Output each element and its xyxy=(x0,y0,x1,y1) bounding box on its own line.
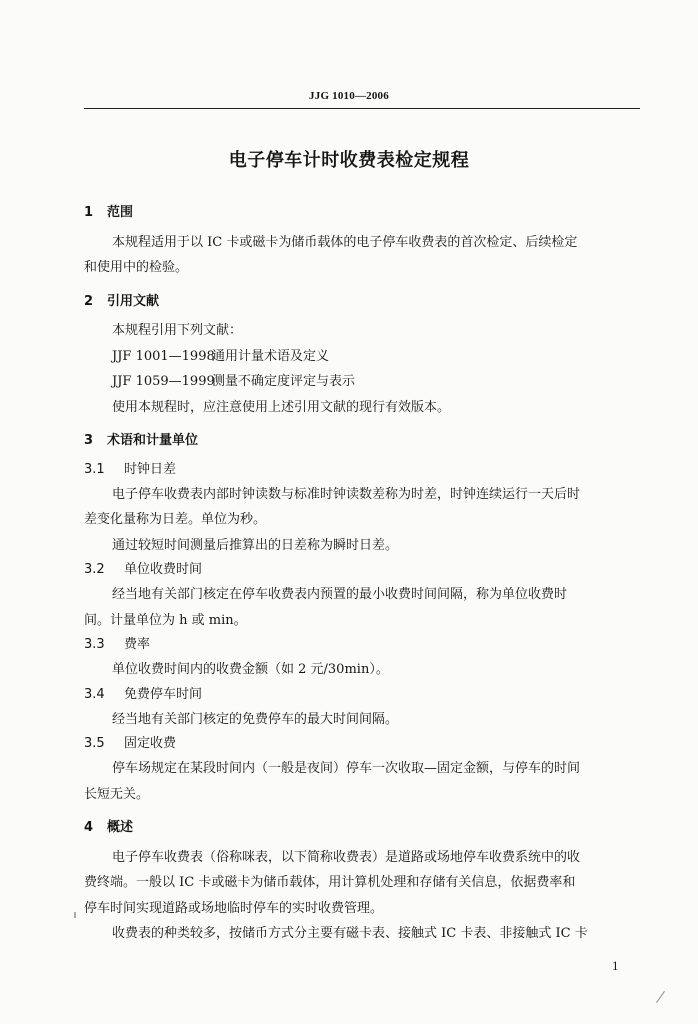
subsection-title: 单位收费时间 xyxy=(124,562,203,577)
section-heading-2 xyxy=(84,289,640,315)
paragraph-line: 间。计量单位为 h 或 min。 xyxy=(84,612,247,628)
subsection-title: 时钟日差 xyxy=(124,461,177,477)
reference-code: JJF 1001—1998 xyxy=(112,348,215,364)
scan-artifact xyxy=(656,991,665,1003)
subsection-heading-3-1 xyxy=(84,458,640,482)
section-number: 2 xyxy=(84,293,94,309)
section-title: 引用文献 xyxy=(107,293,160,309)
paragraph-line: 单位收费时间内的收费金额（如 2 元/30min）。 xyxy=(112,662,389,677)
paragraph-line: 电子停车收费表内部时钟读数与标准时钟读数差称为时差，时钟连续运行一天后时 xyxy=(112,486,581,502)
page-number: 1 xyxy=(612,958,619,973)
subsection-title: 固定收费 xyxy=(124,736,177,751)
paragraph-line: 费终端。一般以 IC 卡或磁卡为储币载体，用计算机处理和存储有关信息，依据费率和 xyxy=(84,875,576,890)
section-title: 概述 xyxy=(107,820,134,835)
subsection-number: 3.5 xyxy=(84,736,105,751)
paragraph-line: 长短无关。 xyxy=(84,786,150,802)
paragraph-line: 电子停车收费表（俗称咪表，以下简称收费表）是道路或场地停车收费系统中的收 xyxy=(112,849,581,865)
paragraph-line: 收费表的种类较多，按储币方式分主要有磁卡表、接触式 IC 卡表、非接触式 IC 卡 xyxy=(112,926,588,941)
reference-name: 通用计量术语及定义 xyxy=(212,348,330,364)
subsection-heading-3-3 xyxy=(84,633,640,657)
subsection-number: 3.1 xyxy=(84,461,105,477)
paragraph-line: 本规程引用下列文献： xyxy=(112,323,243,338)
paragraph-line: 经当地有关部门核定在停车收费表内预置的最小收费时间间隔，称为单位收费时 xyxy=(112,587,568,602)
reference-item xyxy=(84,369,640,395)
reference-item xyxy=(84,344,640,370)
header-rule xyxy=(84,108,640,109)
paragraph-line: 使用本规程时，应注意使用上述引用文献的现行有效版本。 xyxy=(112,399,451,415)
paragraph-line: 差变化量称为日差。单位为秒。 xyxy=(84,512,267,527)
document-title: 电子停车计时收费表检定规程 xyxy=(228,150,470,171)
paragraph-line: 和使用中的检验。 xyxy=(84,260,189,275)
document-body xyxy=(84,200,640,947)
subsection-heading-3-4 xyxy=(84,683,640,707)
subsection-number: 3.2 xyxy=(84,562,105,577)
reference-code: JJF 1059—1999 xyxy=(112,374,215,389)
paragraph-line: 经当地有关部门核定的免费停车的最大时间间隔。 xyxy=(112,711,399,727)
standard-code-header: JJG 1010—2006 xyxy=(309,90,389,102)
reference-name: 测量不确定度评定与表示 xyxy=(212,374,356,389)
subsection-heading-3-2 xyxy=(84,558,640,582)
paragraph-line: 本规程适用于以 IC 卡或磁卡为储币载体的电子停车收费表的首次检定、后续检定 xyxy=(112,234,578,250)
section-heading-3 xyxy=(84,428,640,454)
section-heading-4 xyxy=(84,815,640,841)
subsection-heading-3-5 xyxy=(84,732,640,756)
subsection-title: 费率 xyxy=(124,637,151,652)
subsection-title: 免费停车时间 xyxy=(124,686,203,702)
section-title: 术语和计量单位 xyxy=(107,433,199,448)
scan-artifact xyxy=(74,912,76,918)
paragraph-line: 停车时间实现道路或场地临时停车的实时收费管理。 xyxy=(84,900,384,916)
section-title: 范围 xyxy=(107,205,134,220)
subsection-number: 3.4 xyxy=(84,686,105,702)
section-number: 1 xyxy=(84,205,94,220)
paragraph-line: 停车场规定在某段时间内（一般是夜间）停车一次收取—固定金额，与停车的时间 xyxy=(112,761,581,776)
paragraph-line: 通过较短时间测量后推算出的日差称为瞬时日差。 xyxy=(112,537,399,553)
section-heading-1 xyxy=(84,200,640,226)
section-number: 4 xyxy=(84,820,94,835)
section-number: 3 xyxy=(84,433,94,448)
subsection-number: 3.3 xyxy=(84,637,105,652)
